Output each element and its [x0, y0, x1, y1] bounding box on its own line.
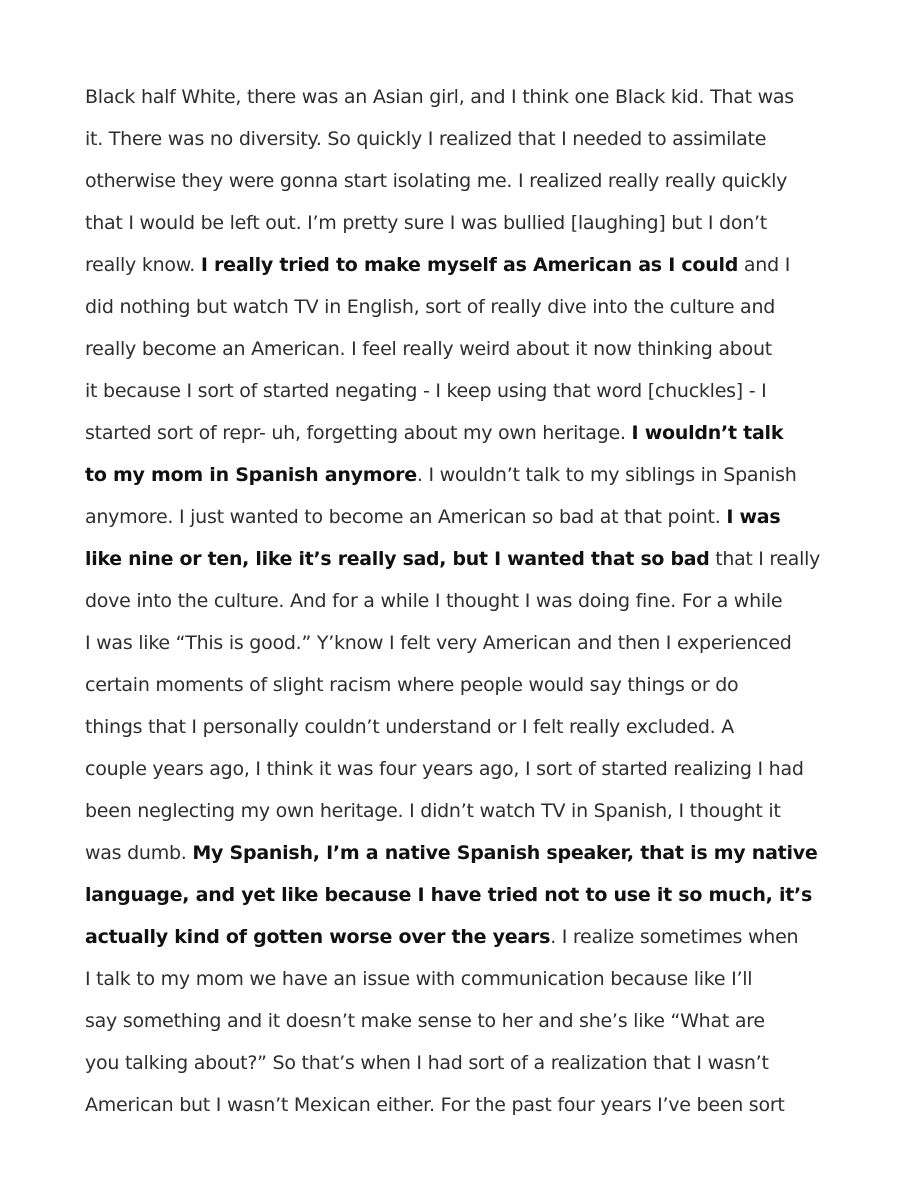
text-line: [85, 538, 820, 580]
emphasized-quote: language, and yet like because I have tried not to use it so much, it’s: [85, 884, 813, 906]
text-segment: . I wouldn’t talk to my siblings in Spanish: [416, 464, 797, 486]
emphasized-quote: My Spanish, I’m a native Spanish speaker, that is my native: [192, 842, 818, 864]
text-line-content: [85, 118, 766, 160]
text-line-content: [85, 958, 752, 1000]
text-segment: things that I personally couldn’t understand or I felt really excluded. A: [85, 716, 734, 738]
text-segment: been neglecting my own heritage. I didn’t watch TV in Spanish, I thought it: [85, 800, 781, 822]
text-line: [85, 160, 820, 202]
text-segment: did nothing but watch TV in English, sort of really dive into the culture and: [85, 296, 776, 318]
text-line: [85, 1084, 820, 1126]
text-segment: and I: [738, 254, 791, 276]
text-segment: really become an American. I feel really weird about it now thinking about: [85, 338, 772, 360]
text-segment: dove into the culture. And for a while I thought I was doing fine. For a while: [85, 590, 783, 612]
emphasized-quote: I was: [726, 506, 781, 528]
text-line: [85, 790, 820, 832]
text-line: [85, 748, 820, 790]
text-line-content: [85, 160, 787, 202]
text-line-content: [85, 244, 790, 286]
emphasized-quote: I really tried to make myself as American as I could: [200, 254, 739, 276]
text-segment: that I really: [709, 548, 821, 570]
text-line-content: [85, 1000, 765, 1042]
text-line: [85, 328, 820, 370]
text-segment: otherwise they were gonna start isolating me. I realized really really quickly: [85, 170, 788, 192]
text-segment: I was like “This is good.” Y’know I felt very American and then I experienced: [85, 632, 792, 654]
text-segment: really know.: [85, 254, 201, 276]
text-segment: that I would be left out. I’m pretty sure I was bullied [laughing] but I don’t: [85, 212, 767, 234]
text-line-content: [85, 622, 792, 664]
text-line-content: [85, 286, 775, 328]
text-line-content: [85, 202, 767, 244]
text-line-content: [85, 76, 794, 118]
text-segment: . I realize sometimes when: [550, 926, 799, 948]
text-line-content: [85, 370, 766, 412]
text-line-content: [85, 874, 812, 916]
text-line: [85, 412, 820, 454]
text-line-content: [85, 664, 738, 706]
text-line-content: [85, 1042, 769, 1084]
text-segment: Black half White, there was an Asian girl, and I think one Black kid. That was: [85, 86, 794, 108]
text-line: [85, 454, 820, 496]
text-segment: I talk to my mom we have an issue with communication because like I’ll: [85, 968, 753, 990]
text-line: [85, 916, 820, 958]
text-line: [85, 580, 820, 622]
text-line: [85, 706, 820, 748]
emphasized-quote: like nine or ten, like it’s really sad, but I wanted that so bad: [85, 548, 710, 570]
text-line-content: [85, 1084, 785, 1126]
text-segment: it. There was no diversity. So quickly I realized that I needed to assimilate: [85, 128, 767, 150]
text-line-content: [85, 832, 818, 874]
text-segment: was dumb.: [85, 842, 193, 864]
text-line-content: [85, 916, 798, 958]
emphasized-quote: actually kind of gotten worse over the years: [85, 926, 551, 948]
text-line: [85, 1042, 820, 1084]
text-segment: couple years ago, I think it was four years ago, I sort of started realizing I had: [85, 758, 804, 780]
text-segment: certain moments of slight racism where people would say things or do: [85, 674, 739, 696]
text-line: [85, 664, 820, 706]
text-line: [85, 370, 820, 412]
text-segment: say something and it doesn’t make sense to her and she’s like “What are: [85, 1010, 765, 1032]
emphasized-quote: I wouldn’t talk: [631, 422, 784, 444]
text-line: [85, 832, 820, 874]
text-segment: American but I wasn’t Mexican either. For the past four years I’ve been sort: [85, 1094, 785, 1116]
text-line-content: [85, 496, 780, 538]
text-segment: started sort of repr- uh, forgetting about my own heritage.: [85, 422, 632, 444]
text-line: [85, 118, 820, 160]
text-segment: you talking about?” So that’s when I had sort of a realization that I wasn’t: [85, 1052, 769, 1074]
text-line: [85, 244, 820, 286]
transcript-paragraph: [85, 76, 820, 1126]
text-line-content: [85, 412, 783, 454]
text-line: [85, 1000, 820, 1042]
text-line: [85, 958, 820, 1000]
text-line-content: [85, 538, 820, 580]
text-line-content: [85, 580, 782, 622]
text-line: [85, 76, 820, 118]
text-segment: anymore. I just wanted to become an American so bad at that point.: [85, 506, 727, 528]
text-line: [85, 286, 820, 328]
text-line: [85, 874, 820, 916]
text-line-content: [85, 454, 797, 496]
text-line: [85, 496, 820, 538]
text-line: [85, 622, 820, 664]
text-line-content: [85, 790, 781, 832]
text-line-content: [85, 706, 734, 748]
emphasized-quote: to my mom in Spanish anymore: [85, 464, 417, 486]
text-segment: it because I sort of started negating - I keep using that word [chuckles] - I: [85, 380, 767, 402]
text-line-content: [85, 328, 772, 370]
text-line-content: [85, 748, 804, 790]
text-line: [85, 202, 820, 244]
